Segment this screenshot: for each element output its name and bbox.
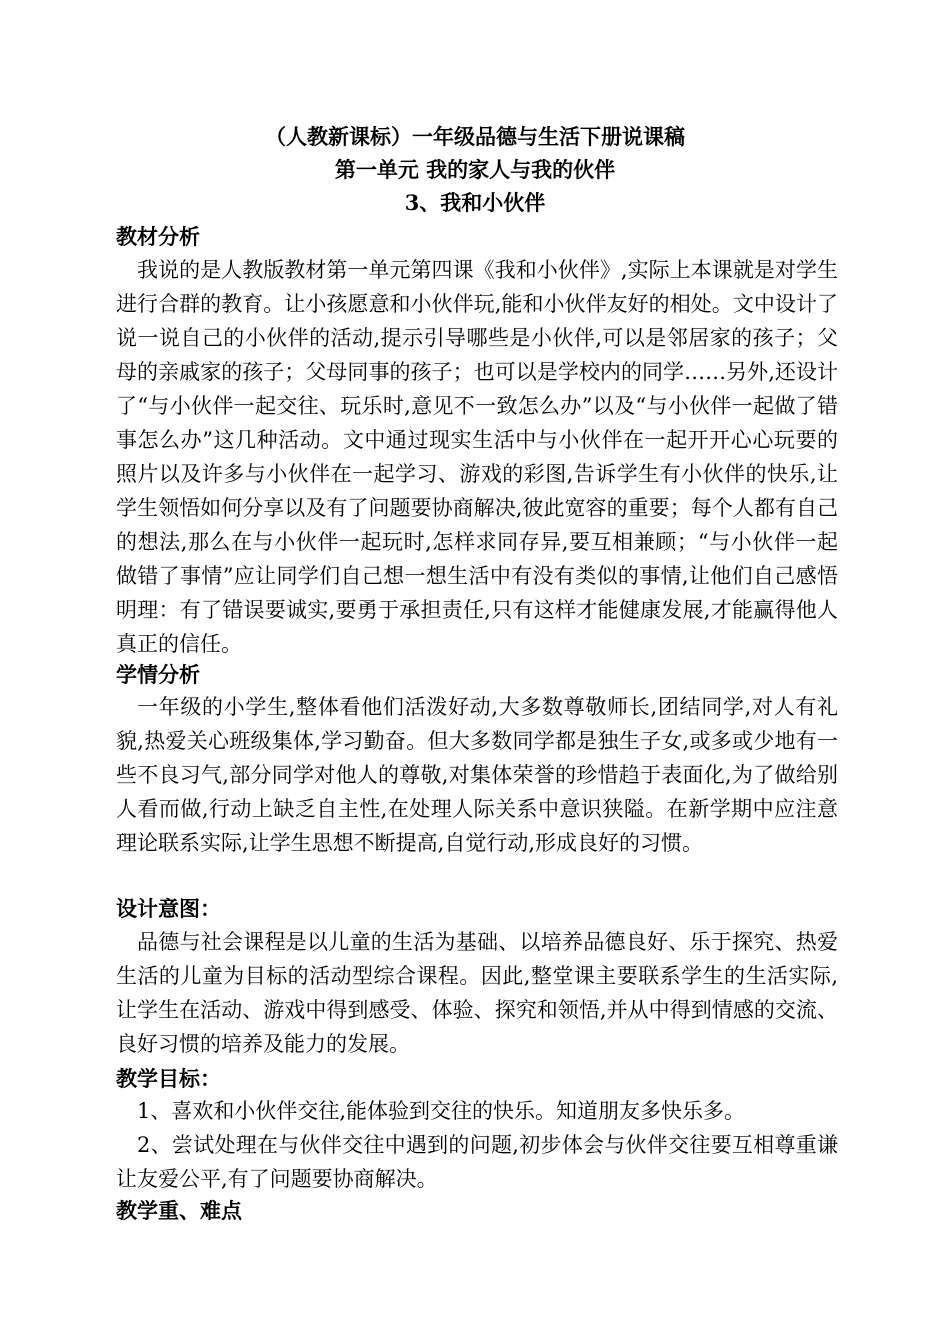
section-heading-design-intent: 设计意图： [116, 896, 221, 921]
section-heading-student-analysis: 学情分析 [116, 662, 200, 687]
section-heading-teaching-goals: 教学目标： [116, 1066, 221, 1091]
unit-title: 第一单元 我的家人与我的伙伴 [334, 157, 616, 182]
lesson-title: 3、我和小伙伴 [404, 190, 546, 215]
teaching-goal-item: 1、喜欢和小伙伴交往,能体验到交往的快乐。知道朋友多快乐多。 [137, 1099, 746, 1123]
section-heading-textbook-analysis: 教材分析 [116, 224, 200, 249]
paragraph-textbook-analysis: 我说的是人教版教材第一单元第四课《我和小伙伴》,实际上本课就是对学生进行合群的教育。让小孩愿意和小伙伴玩,能和小伙伴友好的相处。文中设计了说一说自己的小伙伴的活动,提示引导哪些是小伙伴,可以是邻居家的孩子；父母的亲戚家的孩子；父母同事的孩子；也可以是学校内的同学……另外,还设计了“与小伙伴一起交往、玩乐时,意见不一致怎么办”以及“与小伙伴一起做了错事怎么办”这几种活动。文中通过现实生活中与小伙伴在一起开开心心玩要的照片以及许多与小伙伴在一起学习、游戏的彩图,告诉学生有小伙伴的快乐,让学生领悟如何分享以及有了问题要协商解决,彼此宽容的重要；每个人都有自己的想法,那么在与小伙伴一起玩时,怎样求同存异,要互相兼顾；“与小伙伴一起做错了事情”应让同学们自己想一想生活中有没有类似的事情,让他们自己感悟明理：有了错误要诚实,要勇于承担责任,只有这样才能健康发展,才能赢得他人真正的信任。 [116, 258, 838, 656]
document-title: （人教新课标）一年级品德与生活下册说课稿 [265, 124, 685, 149]
paragraph-design-intent: 品德与社会课程是以儿童的生活为基础、以培养品德良好、乐于探究、热爱生活的儿童为目标的活动型综合课程。因此,整堂课主要联系学生的生活实际,让学生在活动、游戏中得到感受、体验、探究和领悟,并从中得到情感的交流、良好习惯的培养及能力的发展。 [116, 930, 838, 1056]
paragraph-student-analysis: 一年级的小学生,整体看他们活泼好动,大多数尊敬师长,团结同学,对人有礼貌,热爱关心班级集体,学习勤奋。但大多数同学都是独生子女,或多或少地有一些不良习气,部分同学对他人的尊敬,对集体荣誉的珍惜趋于表面化,为了做给别人看而做,行动上缺乏自主性,在处理人际关系中意识狭隘。在新学期中应注意理论联系实际,让学生思想不断提高,自觉行动,形成良好的习惯。 [116, 695, 838, 855]
section-heading-key-points: 教学重、难点 [116, 1198, 242, 1223]
teaching-goal-item: 2、尝试处理在与伙伴交往中遇到的问题,初步体会与伙伴交往要互相尊重谦让友爱公平,有了问题要协商解决。 [116, 1133, 838, 1191]
